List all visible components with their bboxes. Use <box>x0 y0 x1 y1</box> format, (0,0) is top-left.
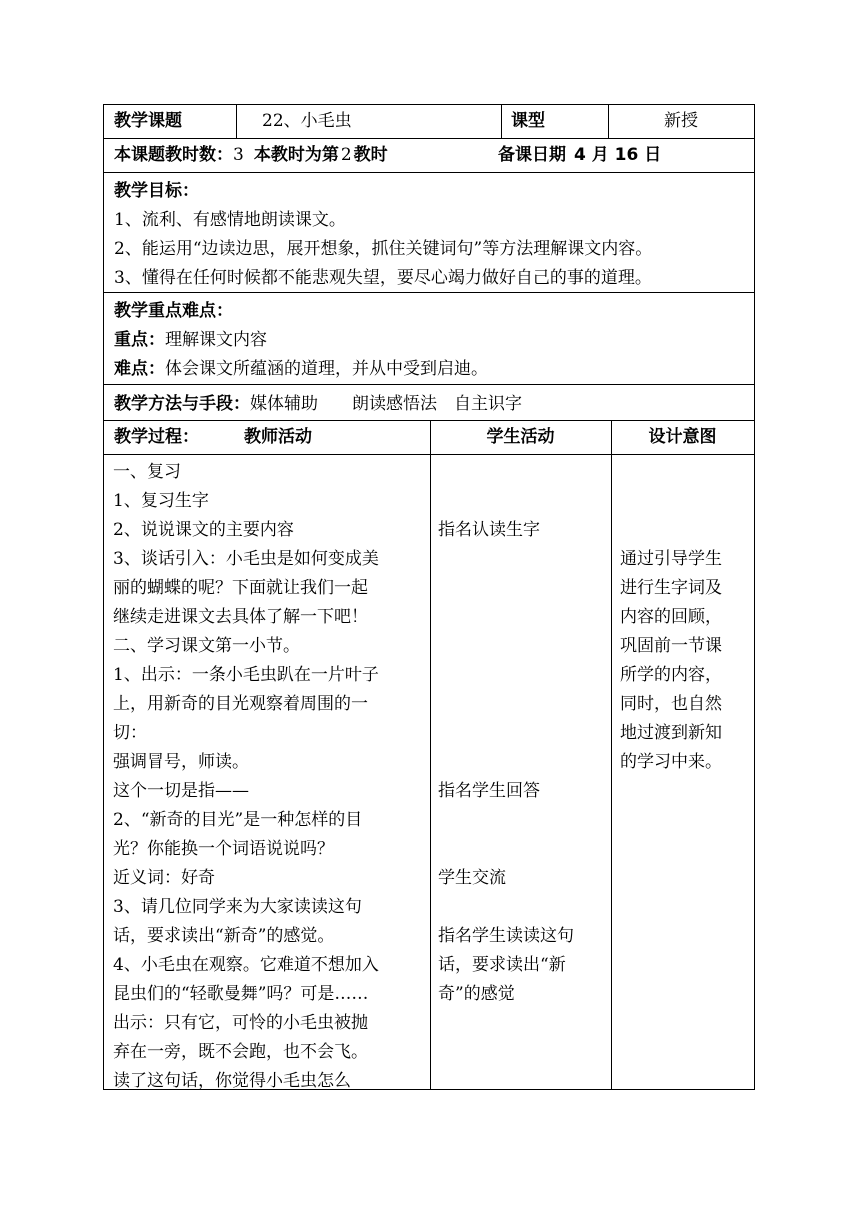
teacher-line: 4、小毛虫在观察。它难道不想加入 <box>113 955 379 975</box>
date-value: 4 月 16 日 <box>574 145 662 165</box>
teacher-line: 话，要求读出“新奇”的感觉。 <box>113 926 335 946</box>
current-label: 本教时为第 <box>253 145 339 165</box>
type-label: 课型 <box>511 111 545 131</box>
student-line <box>438 690 610 719</box>
schedule-line <box>114 139 388 172</box>
objective-item: 3、懂得在任何时候都不能悲观失望，要尽心竭力做好自己的事的道理。 <box>114 268 652 288</box>
objectives-title: 教学目标： <box>114 181 199 201</box>
teacher-line: 弃在一旁，既不会跑，也不会飞。 <box>113 1042 368 1062</box>
design-line: 同时，也自然 <box>620 694 722 714</box>
student-line: 指名学生读读这句 <box>438 926 574 946</box>
design-line: 巩固前一节课 <box>620 636 722 656</box>
difficult-point-line <box>114 355 748 384</box>
teacher-line: 读了这句话，你觉得小毛虫怎么 <box>113 1071 351 1091</box>
student-line <box>438 748 610 777</box>
student-activity-header: 学生活动 <box>486 427 555 447</box>
student-line <box>438 545 610 574</box>
topic-row <box>104 105 754 139</box>
student-line: 学生交流 <box>438 868 506 888</box>
key-points-title: 教学重点难点： <box>114 301 233 321</box>
teacher-activity-header: 教师活动 <box>244 427 312 447</box>
student-line <box>438 893 610 922</box>
teacher-line: 一、复习 <box>113 462 181 482</box>
student-line <box>438 835 610 864</box>
teacher-line: 3、谈话引入：小毛虫是如何变成美 <box>113 549 379 569</box>
key-point-line <box>114 326 748 355</box>
design-line: 地过渡到新知 <box>620 723 722 743</box>
teacher-activity-column <box>113 458 429 1096</box>
teacher-line: 丽的蝴蝶的呢？下面就让我们一起 <box>113 578 368 598</box>
design-line: 内容的回顾， <box>620 607 722 627</box>
difficult-label: 难点： <box>114 359 165 379</box>
student-line <box>438 603 610 632</box>
topic-value: 22、小毛虫 <box>262 111 352 131</box>
methods-row <box>104 385 754 421</box>
process-body-row <box>104 455 754 1089</box>
key-points-block <box>114 297 748 384</box>
objectives-block <box>114 177 754 293</box>
teacher-line: 上，用新奇的目光观察着周围的一 <box>113 694 368 714</box>
teacher-line: 强调冒号，师读。 <box>113 752 249 772</box>
student-line <box>438 806 610 835</box>
teacher-line: 这个一切是指—— <box>113 781 249 801</box>
student-line: 指名学生回答 <box>438 781 540 801</box>
hours-value: 3 <box>233 145 244 165</box>
teacher-line: 光？你能换一个词语说说吗？ <box>113 839 334 859</box>
process-label: 教学过程： <box>114 427 199 447</box>
lesson-plan-table <box>103 104 755 1090</box>
teacher-line: 1、复习生字 <box>113 491 209 511</box>
student-line: 奇”的感觉 <box>438 984 515 1004</box>
current-value: 2 <box>340 145 352 165</box>
student-line: 话，要求读出“新 <box>438 955 566 975</box>
methods-text: 媒体辅助 朗读感悟法 自主识字 <box>250 394 522 414</box>
teacher-line: 近义词：好奇 <box>113 868 215 888</box>
student-activity-column <box>438 458 610 1009</box>
design-line: 所学的内容， <box>620 665 722 685</box>
teacher-line: 二、学习课文第一小节。 <box>113 636 300 656</box>
design-line: 进行生字词及 <box>620 578 722 598</box>
methods-line <box>114 389 522 420</box>
key-points-row <box>104 293 754 385</box>
key-label: 重点： <box>114 330 165 350</box>
design-line: 的学习中来。 <box>620 752 722 772</box>
hours-label: 本课题教时数： <box>114 145 233 165</box>
difficult-text: 体会课文所蕴涵的道理，并从中受到启迪。 <box>165 359 488 379</box>
design-intent-header: 设计意图 <box>648 427 717 447</box>
teacher-line: 继续走进课文去具体了解一下吧！ <box>113 607 368 627</box>
student-line: 指名认读生字 <box>438 520 540 540</box>
topic-label: 教学课题 <box>114 111 182 131</box>
student-line <box>438 661 610 690</box>
teacher-line: 1、出示：一条小毛虫趴在一片叶子 <box>113 665 379 685</box>
date-label: 备课日期 <box>498 145 566 165</box>
teacher-line: 切： <box>113 723 147 743</box>
process-header-row <box>104 421 754 455</box>
key-text: 理解课文内容 <box>165 330 267 350</box>
date-line <box>498 139 661 172</box>
student-line <box>438 574 610 603</box>
design-line <box>620 516 750 545</box>
methods-label: 教学方法与手段： <box>114 394 250 414</box>
objectives-row <box>104 173 754 293</box>
objective-item: 1、流利、有感情地朗读课文。 <box>114 210 346 230</box>
type-value: 新授 <box>664 111 698 131</box>
student-line <box>438 632 610 661</box>
teacher-line: 2、“新奇的目光”是一种怎样的目 <box>113 810 363 830</box>
design-line <box>620 487 750 516</box>
student-line <box>438 487 610 516</box>
teacher-line: 出示：只有它，可怜的小毛虫被抛 <box>113 1013 368 1033</box>
divider <box>611 455 612 1089</box>
student-line <box>438 719 610 748</box>
schedule-row <box>104 139 754 173</box>
divider <box>501 105 502 138</box>
design-line: 通过引导学生 <box>620 549 722 569</box>
teacher-line: 昆虫们的“轻歌曼舞”吗？可是…… <box>113 984 369 1004</box>
design-line <box>620 458 750 487</box>
divider <box>236 105 237 138</box>
teacher-line: 2、说说课文的主要内容 <box>113 520 294 540</box>
divider <box>430 455 431 1089</box>
teacher-line: 3、请几位同学来为大家读读这句 <box>113 897 362 917</box>
current-suffix: 教时 <box>353 145 388 165</box>
objective-item: 2、能运用“边读边思，展开想象，抓住关键词句”等方法理解课文内容。 <box>114 239 653 259</box>
design-intent-column <box>620 458 750 777</box>
student-line <box>438 458 610 487</box>
